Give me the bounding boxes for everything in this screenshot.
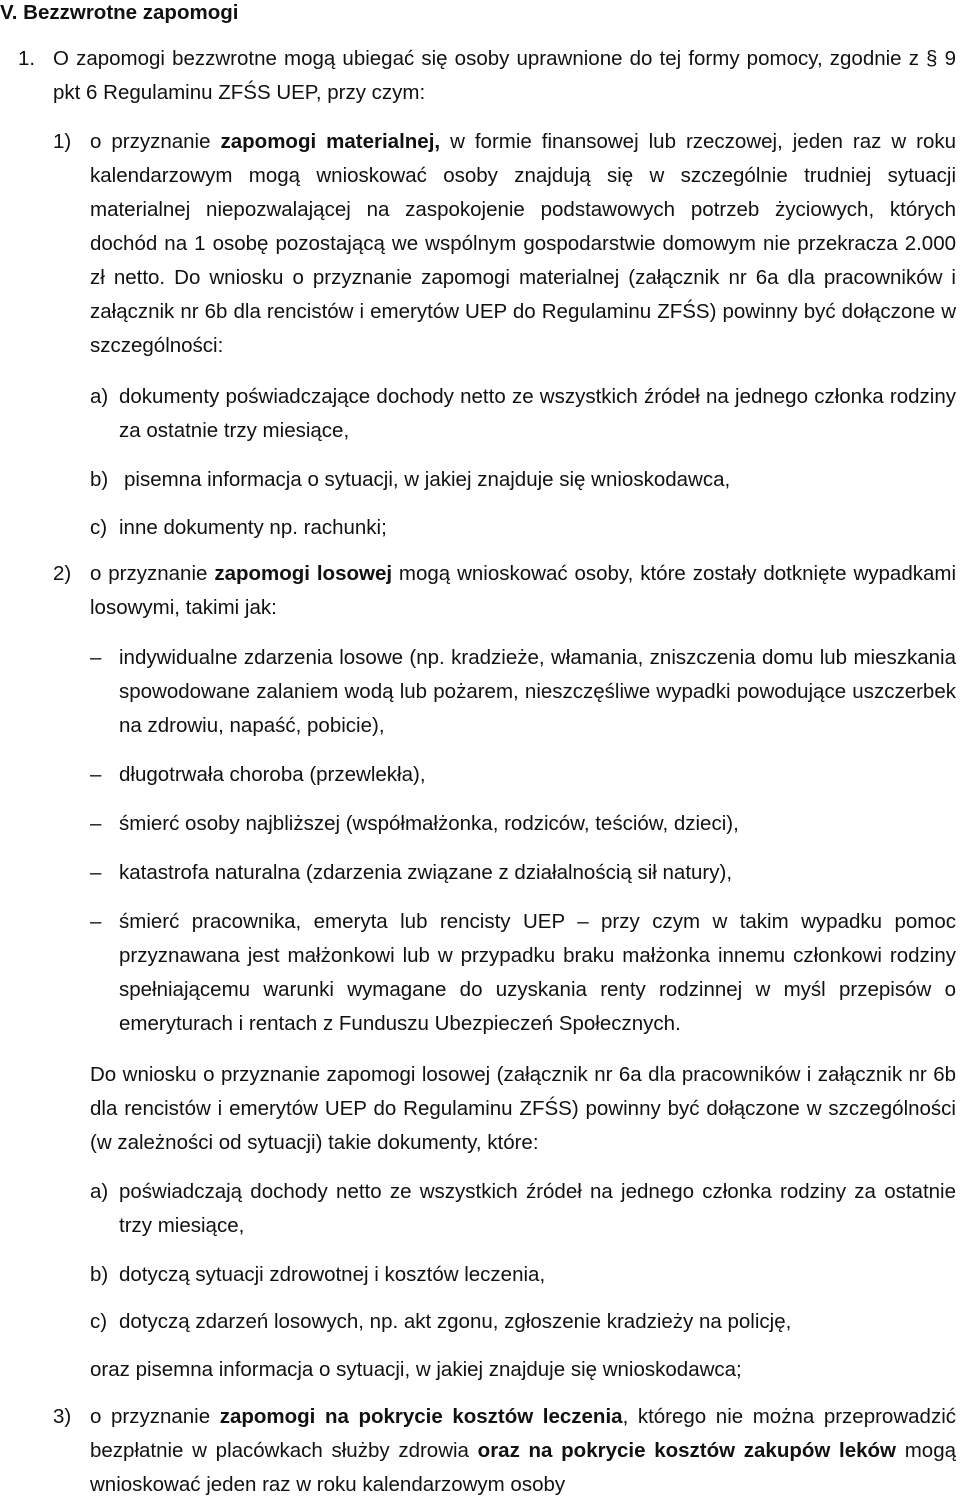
dash-bullet: –: [90, 861, 102, 884]
item2-doc-a-marker: a): [90, 1180, 109, 1203]
item1-lead: o przyznanie: [90, 130, 221, 153]
item3-bold1: zapomogi na pokrycie kosztów leczenia: [219, 1405, 623, 1428]
item2-docs-outro: oraz pisemna informacja o sytuacji, w jakiej znajduje się wnioskodawca;: [90, 1358, 742, 1381]
item1-sub-a: dokumenty poświadczające dochody netto ze wszystkich źródeł na jednego członka rodziny za ostatnie trzy miesiące,: [119, 385, 956, 442]
dash-bullet: –: [90, 910, 102, 933]
item1-paragraph: [90, 125, 956, 363]
item3-lead: o przyznanie: [90, 1405, 220, 1428]
item3-rest: mogą wnioskować jeden raz w roku kalendarzowym osoby: [90, 1439, 957, 1496]
item1-rest: w formie finansowej lub rzeczowej, jeden raz w roku kalendarzowym mogą wnioskować osoby znajdują się w szczególnie trudniej sytuacji materialnej niepozwalającej na zaspokojenie podstawowych potrzeb życiowych, których dochód na 1 osobę pozostającą we wspólnym gospodarstwie domowym nie przekracza 2.000 zł netto. Do wniosku o przyznanie zapomogi materialnej (załącznik nr 6a dla pracowników i załącznik nr 6b dla rencistów i emerytów UEP do Regulaminu ZFŚS) powinny być dołączone w szczególności:: [90, 130, 956, 357]
item2-bold: zapomogi losowej: [214, 562, 393, 585]
bullet-text: długotrwała choroba (przewlekła),: [119, 763, 426, 786]
section-title: V. Bezzwrotne zapomogi: [0, 1, 239, 24]
item2-doc-b-marker: b): [90, 1263, 109, 1286]
item2-doc-c: dotyczą zdarzeń losowych, np. akt zgonu, zgłoszenie kradzieży na policję,: [119, 1310, 792, 1333]
item2-docs-intro: Do wniosku o przyznanie zapomogi losowej (załącznik nr 6a dla pracowników i załącznik nr 6b dla rencistów i emerytów UEP do Regulaminu ZFŚS) powinny być dołączone w szczególności (w zależności od sytuacji) takie dokumenty, które:: [90, 1063, 956, 1154]
item3-number: 3): [53, 1405, 72, 1428]
list-item: [90, 641, 956, 743]
item2-lead: o przyznanie: [90, 562, 215, 585]
item1-sub-b: pisemna informacja o sytuacji, w jakiej znajduje się wnioskodawca,: [124, 468, 731, 491]
bullet-text: śmierć pracownika, emeryta lub rencisty UEP – przy czym w takim wypadku pomoc przyznawana jest małżonkowi lub w przypadku braku małżonka innemu członkowi rodziny spełniającemu warunki wymagane do uzyskania renty rodzinnej w myśl przepisów o emeryturach i rentach z Funduszu Ubezpieczeń Społecznych.: [119, 910, 956, 1035]
intro-paragraph: [53, 42, 956, 110]
bullet-text: katastrofa naturalna (zdarzenia związane z działalnością sił natury),: [119, 861, 733, 884]
item3-paragraph: [90, 1400, 956, 1502]
item2-number: 2): [53, 562, 72, 585]
item2-rest: mogą wnioskować osoby, które zostały dotknięte wypadkami losowymi, takimi jak:: [90, 562, 956, 619]
intro-number: 1.: [18, 47, 36, 70]
item1-number: 1): [53, 130, 72, 153]
dash-bullet: –: [90, 812, 102, 835]
bullet-text: śmierć osoby najbliższej (współmałżonka, rodziców, teściów, dzieci),: [119, 812, 739, 835]
item1-sub-b-marker: b): [90, 468, 109, 491]
dash-bullet: –: [90, 763, 102, 786]
dash-bullet: –: [90, 646, 102, 669]
intro-text: O zapomogi bezzwrotne mogą ubiegać się osoby uprawnione do tej formy pomocy, zgodnie z § 9 pkt 6 Regulaminu ZFŚS UEP, przy czym:: [53, 47, 956, 104]
item1-sub-a-marker: a): [90, 385, 109, 408]
item3-mid: , którego nie można przeprowadzić bezpłatnie w placówkach służby zdrowia: [90, 1405, 956, 1462]
item1-sub-c-marker: c): [90, 516, 108, 539]
item2-doc-a: poświadczają dochody netto ze wszystkich źródeł na jednego członka rodziny za ostatnie trzy miesiące,: [119, 1180, 956, 1237]
item2-doc-b: dotyczą sytuacji zdrowotnej i kosztów leczenia,: [119, 1263, 546, 1286]
item2-paragraph: [90, 557, 956, 625]
item1-sub-c: inne dokumenty np. rachunki;: [119, 516, 387, 539]
item3-bold2: oraz na pokrycie kosztów zakupów leków: [477, 1439, 897, 1462]
bullet-text: indywidualne zdarzenia losowe (np. kradzieże, włamania, zniszczenia domu lub mieszkania spowodowane zalaniem wodą lub pożarem, nieszczęśliwe wypadki powodujące uszczerbek na zdrowiu, napaść, pobicie),: [119, 646, 956, 737]
item2-doc-c-marker: c): [90, 1310, 108, 1333]
item1-bold: zapomogi materialnej,: [220, 130, 441, 153]
